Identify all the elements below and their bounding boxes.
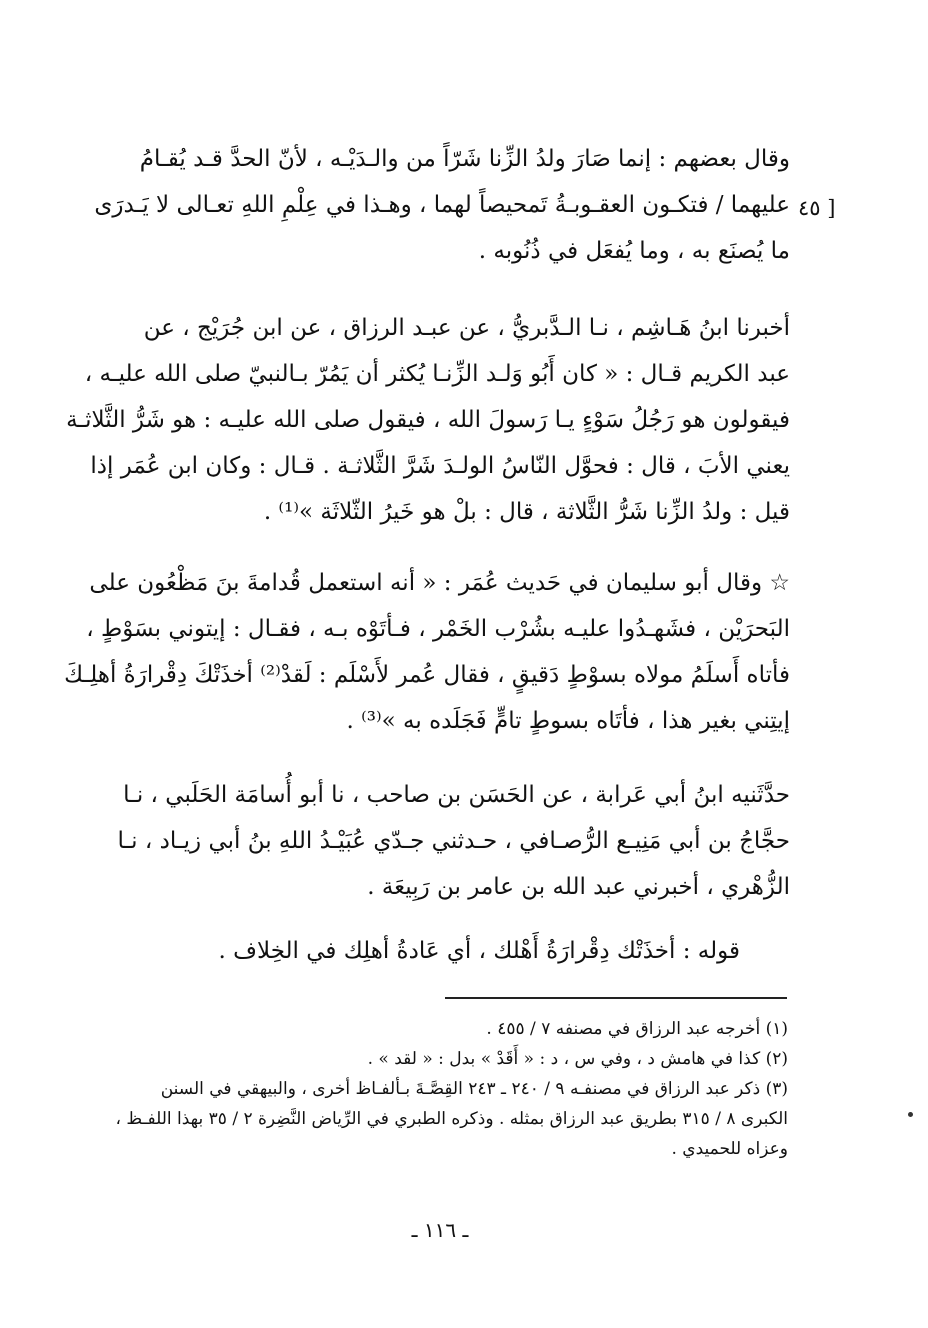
footnote-3-continued: الكبرى ٨ / ٣١٥ بطريق عبد الرزاق بمثله . وذكره الطبري في الرِّياض النَّضِرة ٢ / ٣٥ بهذا اللفـظ ، — [115, 1109, 788, 1129]
footnote-divider — [445, 997, 787, 999]
page-number: ـ ١١٦ ـ — [411, 1218, 469, 1242]
text-line: الزُّهْري ، أخبرني عبد الله بن عامر بن رَبِيعَة . — [367, 874, 790, 900]
text-line: إيتِني بغير هذا ، فأتَاه بسوطٍ تامٍّ فَجَلَده به »⁽³⁾ . — [346, 708, 790, 734]
text-line: حدَّثَنيه ابنُ أبي عَرابة ، عن الحَسَن بن صاحب ، نا أبو أُسامَة الحَلَبي ، نـا — [123, 782, 790, 808]
text-line: حجَّاجُ بن أبي مَنِيـع الرُّصـافي ، حـدثني جـدّي عُبَيْـدُ اللهِ بنُ أبي زيـاد ، نـا — [117, 828, 790, 854]
text-line: ☆ وقال أبو سليمان في حَديث عُمَر : « أنه استعمل قُدامةَ بنَ مَظْعُون على — [89, 570, 790, 596]
paragraph-5 — [105, 928, 790, 974]
text-line: أخبرنا ابنُ هَـاشِم ، نـا الـدَّبريُّ ، عن عبـد الرزاق ، عن ابن جُرَيْج ، عن — [143, 315, 790, 341]
footnote-2: (٢) كذا في هامش د ، وفي س ، د : « أَقَدْ » بدل : « لقد » . — [367, 1049, 788, 1069]
text-line: وقال بعضهم : إنما صَارَ ولدُ الزِّنا شَرّاً من والـدَيْـه ، لأنّ الحدَّ قـد يُقـامُ — [139, 146, 790, 172]
footnote-1: (١) أخرجه عبد الرزاق في مصنفه ٧ / ٤٥٥ . — [486, 1019, 788, 1039]
text-line: فيقولون هو رَجُلُ سَوْءٍ يـا رَسولَ الله ، فيقول صلى الله عليـه : هو شَرُّ الثَّلاثـة — [66, 407, 790, 433]
paragraph-3 — [64, 560, 790, 744]
text-line: البَحرَيْن ، فشَهـدُوا عليـه بشُرْب الخَمْر ، فـأتَوْه بـه ، فقـال : إيتوني بسَوْطٍ ، — [86, 616, 790, 642]
paragraph-4 — [105, 772, 790, 910]
text-line: يعني الأبَ ، قال : فحوَّل النّاسُ الولـدَ شَرَّ الثَّلاثـة . قـال : وكان ابن عُمَر إذا — [90, 453, 790, 479]
text-line: ما يُصنَع به ، وما يُفعَل في ذُنُوبه . — [478, 238, 790, 264]
text-line: عبد الكريم قـال : « كان أَبُو وَلـد الزِّنـا يُكثر أن يَمُرّ بـالنبيّ صلى الله عليـه ، — [84, 361, 790, 387]
text-line: قوله : أخذَتْك دِقْرارَةُ أَهْلك ، أي عَادةُ أهلِك في الخِلاف . — [218, 938, 740, 964]
margin-page-reference: [ ٤٥ — [798, 196, 836, 220]
text-line: قيل : ولدُ الزِّنا شَرُّ الثَّلاثة ، قال : بلْ هو خَيرُ الثّلاثَة »⁽¹⁾ . — [263, 499, 790, 525]
scan-speck — [908, 1112, 913, 1117]
paragraph-2 — [66, 305, 790, 535]
text-line: فأتاه أَسلَمُ مولاه بسوْطٍ دَقيقٍ ، فقال عُمر لأَسْلَم : لَقدْ⁽²⁾ أخذَتْكَ دِقْرارَةُ أهلِـكَ — [64, 662, 790, 688]
footnote-3-end: وعزاه للحميدي . — [671, 1139, 788, 1159]
footnote-3: (٣) ذكر عبد الرزاق في مصنفـه ٩ / ٢٤٠ ـ ٢٤٣ القِصَّـةَ بـألفـاظ أخرى ، والبيهقي في السنن — [160, 1079, 788, 1099]
text-line: عليهما / فتكـون العقـوبـةُ تَمحيصاً لهما ، وهـذا في عِلْمِ اللهِ تعـالى لا يَـدرَى — [94, 192, 790, 218]
footnotes — [108, 1014, 788, 1164]
paragraph-1 — [94, 136, 790, 274]
